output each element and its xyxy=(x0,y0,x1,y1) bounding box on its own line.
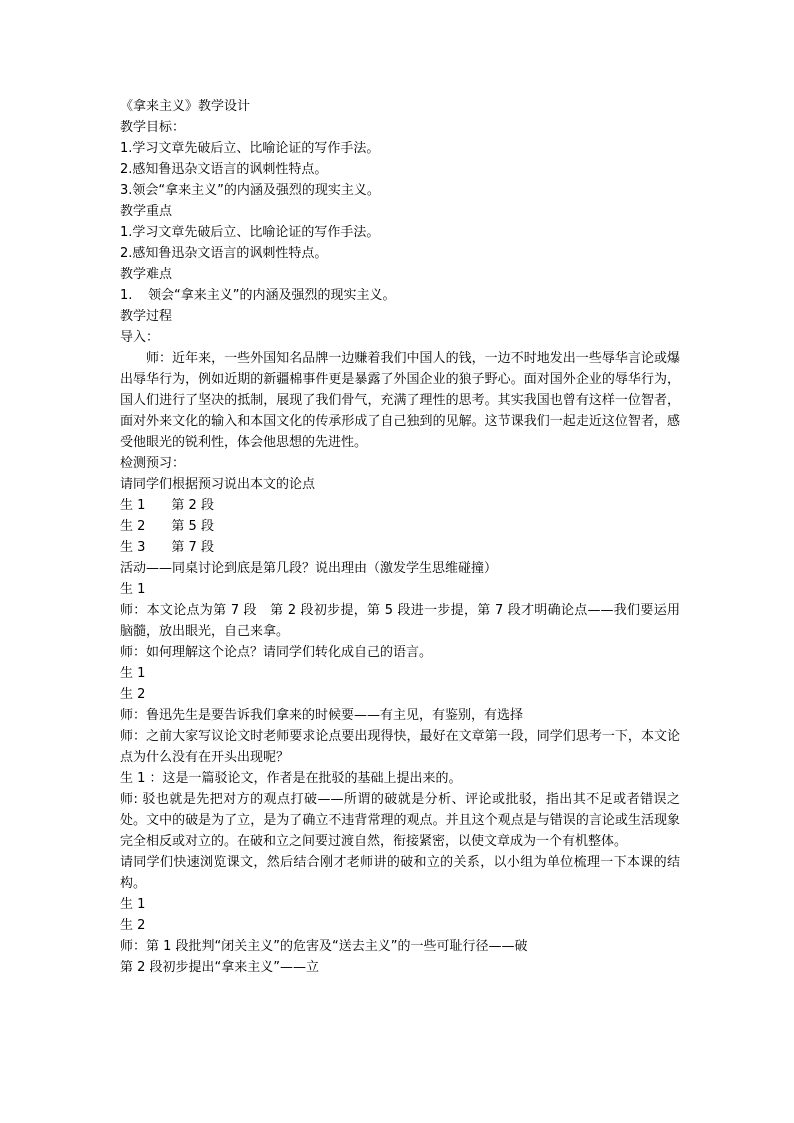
document-body xyxy=(120,96,680,978)
paragraph-line: 第 2 段初步提出“拿来主义”——立 xyxy=(120,960,320,975)
goal-item: 2.感知鲁迅杂文语言的讽刺性特点。 xyxy=(120,162,328,177)
intro-paragraph: 师：近年来，一些外国知名品牌一边赚着我们中国人的钱，一边不时地发出一些辱华言论或爆出辱华行为，例如近期的新疆棉事件更是暴露了外国企业的狼子野心。面对国外企业的辱华行为，国人们进行了坚决的抵制，展现了我们骨气，充满了理性的思考。其实我国也曾有这样一位智者，面对外来文化的输入和本国文化的传承形成了自己独到的见解。这节课我们一起走近这位智者，感受他眼光的锐利性，体会他思想的先进性。 xyxy=(120,351,680,450)
difficulty-number: 1. xyxy=(120,288,133,303)
process-heading: 教学过程 xyxy=(120,309,173,324)
difficulty-text: 领会“拿来主义”的内涵及强烈的现实主义。 xyxy=(148,288,396,303)
student-label: 生 2 xyxy=(120,918,146,933)
student-label: 生 1 xyxy=(120,582,146,597)
teacher-paragraph: 师：本文论点为第 7 段 第 2 段初步提，第 5 段进一步提，第 7 段才明确论点——我们要运用脑髓，放出眼光，自己来拿。 xyxy=(120,603,680,639)
student-label: 生 1 xyxy=(120,666,146,681)
preview-prompt: 请同学们根据预习说出本文的论点 xyxy=(120,477,316,492)
goals-heading: 教学目标： xyxy=(120,120,186,135)
teacher-paragraph: 师: 驳也就是先把对方的观点打破——所谓的破就是分析、评论或批驳，指出其不足或者错误之处。文中的破是为了立，是为了确立不违背常理的观点。并且这个观点是与错误的言论或生活现象完全相反或对立的。在破和立之间要过渡自然，衔接紧密，以使文章成为一个有机整体。 xyxy=(120,792,680,849)
key-point-item: 1.学习文章先破后立、比喻论证的写作手法。 xyxy=(120,225,380,240)
teacher-line: 师：鲁迅先生是要告诉我们拿来的时候要——有主见，有鉴别，有选择 xyxy=(120,708,524,723)
teacher-line: 师：第 1 段批判“闭关主义”的危害及“送去主义”的一些可耻行径——破 xyxy=(120,939,528,954)
key-point-item: 2.感知鲁迅杂文语言的讽刺性特点。 xyxy=(120,246,328,261)
difficulty-heading: 教学难点 xyxy=(120,267,173,282)
activity-line: 活动——同桌讨论到底是第几段？说出理由（激发学生思维碰撞） xyxy=(120,561,498,576)
intro-heading: 导入： xyxy=(120,330,160,345)
teacher-paragraph: 师：之前大家写议论文时老师要求论点要出现得快，最好在文章第一段，同学们思考一下，本文论点为什么没有在开头出现呢？ xyxy=(120,729,680,765)
key-points-heading: 教学重点 xyxy=(120,204,173,219)
student-label: 生 2 xyxy=(120,687,146,702)
goal-item: 3.领会“拿来主义”的内涵及强烈的现实主义。 xyxy=(120,183,380,198)
preview-heading: 检测预习： xyxy=(120,456,186,471)
teacher-line: 师：如何理解这个论点？请同学们转化成自己的语言。 xyxy=(120,645,433,660)
student-label: 生 1 xyxy=(120,897,146,912)
goal-item: 1.学习文章先破后立、比喻论证的写作手法。 xyxy=(120,141,380,156)
student-reply: 生 1 ：这是一篇驳论文，作者是在批驳的基础上提出来的。 xyxy=(120,771,462,786)
difficulty-item xyxy=(120,285,680,306)
document-title: 《拿来主义》教学设计 xyxy=(120,99,251,114)
task-paragraph: 请同学们快速浏览课文，然后结合刚才老师讲的破和立的关系，以小组为单位梳理一下本课的结构。 xyxy=(120,855,680,891)
student-answer: 生 1 第 2 段 xyxy=(120,498,214,513)
student-answer: 生 2 第 5 段 xyxy=(120,519,214,534)
student-answer: 生 3 第 7 段 xyxy=(120,540,214,555)
